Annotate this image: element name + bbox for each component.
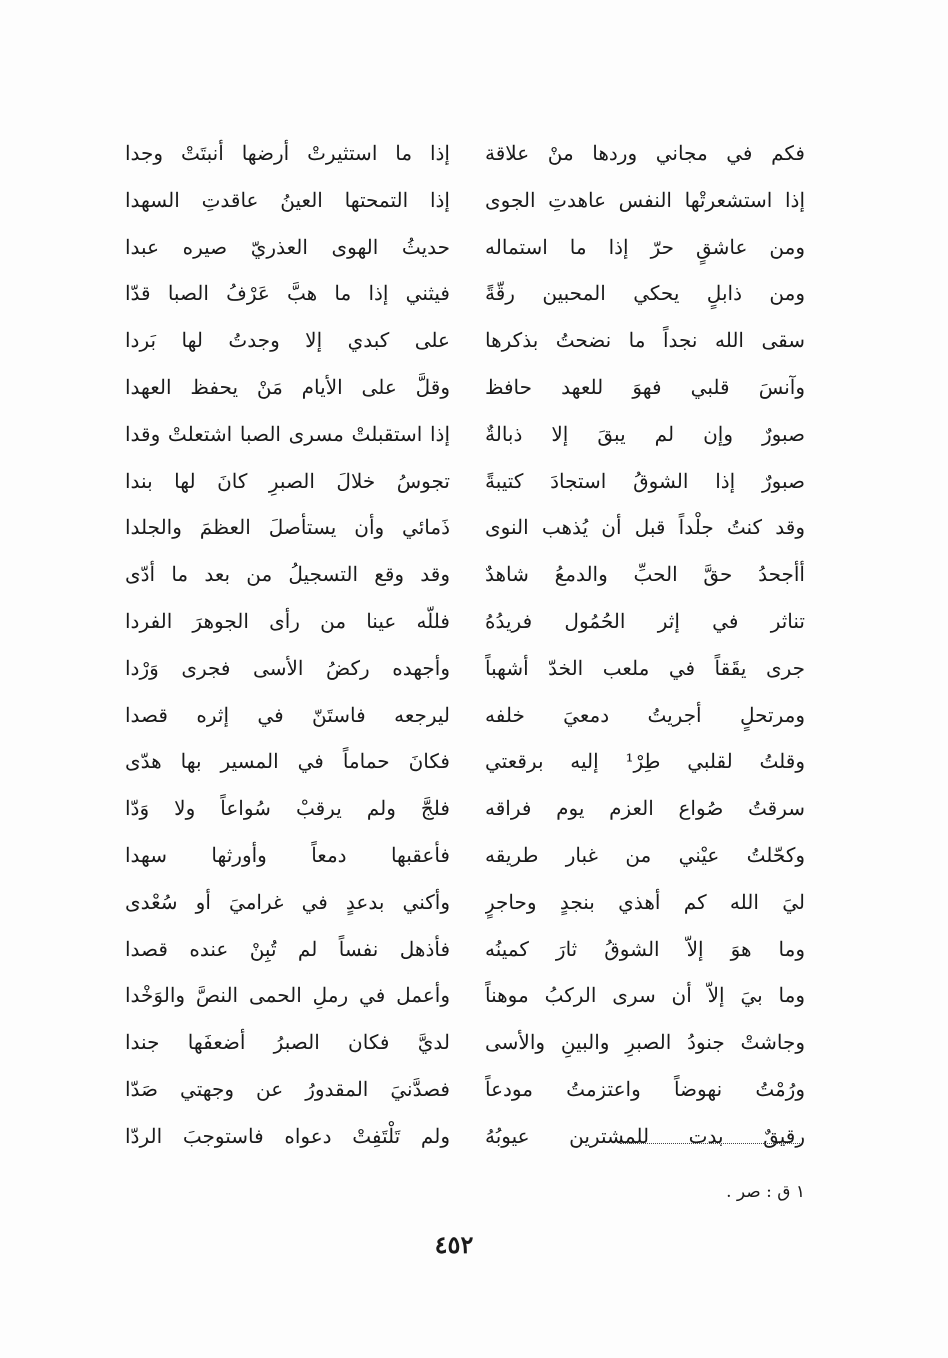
right-verse-line: جرى يقَقاً في ملعب الخدّ أشهباً: [485, 655, 805, 680]
right-verse-line: صبورٌ إذا الشوقُ استجادَ كتيبةً: [485, 468, 805, 493]
left-verse-line: ولم تَلْتَفِتْ دعواه فاستوجبَ الردّا: [125, 1123, 450, 1148]
left-verse-line: وأكني بدعدٍ في غراميَ أو سُعْدى: [125, 889, 450, 914]
left-verse-line: تجوسُ خلالَ الصبرِ كانَ لها بندا: [125, 468, 450, 493]
left-verse-line: وقلَّ على الأيام مَنْ يحفظ العهدا: [125, 374, 450, 399]
right-verse-line: سقى الله نجداً ما نضحتُ بذكرها: [485, 328, 805, 353]
right-verse-line: وآنسَ قلبي فهوَ للعهد حافظ: [485, 374, 805, 399]
left-verse-line: فيثني إذا ما هبَّ عَرْفُ الصبا قدّا: [125, 281, 450, 306]
left-verse-line: لديَّ فكان الصبرُ أضعفَها جندا: [125, 1030, 450, 1055]
right-verse-line: وما هوَ إلاّ الشوقُ ثارَ كمينُه: [485, 936, 805, 961]
right-verse-line: صبورٌ وإن لم يبقَ إلا ذبالةٌ: [485, 421, 805, 446]
left-verse-line: وأعمل في رملِ الحمى النصَّ والوَخْدا: [125, 983, 450, 1008]
left-verse-line: إذا ما استثيرتْ أرضها أنبتَتْ وجدا: [125, 141, 450, 165]
left-verse-line: فأذهل نفساً لم تُبِنْ عنده قصدا: [125, 936, 450, 961]
poem-column-left: [125, 130, 450, 1160]
footnote: ١ ق : صر .: [726, 1182, 805, 1202]
right-verse-line: فكم في مجاني وردها منْ علاقة: [485, 141, 805, 165]
left-verse-line: حديثُ الهوى العذريّ صيره عبدا: [125, 234, 450, 259]
left-verse-line: فكانَ حماماً في المسير بها هدّى: [125, 749, 450, 774]
left-verse-line: ذَمائي وأن يستأصلَ العظمَ والجلدا: [125, 515, 450, 540]
left-verse-line: إذا استقبلتْ مسرى الصبا اشتعلتْ وقدا: [125, 421, 450, 446]
right-verse-line: ورُمْتُ نهوضاً واعتزمتُ مودعاً: [485, 1076, 805, 1101]
right-verse-line: وكحّلتُ عيْني من غبار طريقه: [485, 842, 805, 867]
left-verse-line: وأجهده ركضُ الأسى فجرى وَرْدا: [125, 655, 450, 680]
right-verse-line: إذا استشعرتْها النفس عاهدتِ الجوى: [485, 187, 805, 212]
left-verse-line: على كبدي إلا وجدتُ لها بَردا: [125, 328, 450, 353]
right-verse-line: ليَ الله كم أهذي بنجدٍ وحاجرٍ: [485, 889, 805, 914]
right-verse-line: رقيقٌ بدت للمشترين عيوبُهُ: [485, 1123, 805, 1148]
left-verse-line: ليرجعه فاستَنّ في إثره قصدا: [125, 702, 450, 727]
left-verse-line: فأعقبها دمعاً وأورثها سهدا: [125, 842, 450, 867]
footnote-separator: [620, 1143, 802, 1144]
right-verse-line: سرقتُ صُواع العزم يوم فراقه: [485, 796, 805, 821]
right-verse-line: ومرتحلٍ أجريتُ دمعيَ خلفه: [485, 702, 805, 727]
right-verse-line: ومن ذابلٍ يحكي المحبين رقّةً: [485, 281, 805, 306]
right-verse-line: وما بيَ إلاّ أن سرى الركبُ موهناً: [485, 983, 805, 1008]
poem-column-right: [485, 130, 805, 1160]
right-verse-line: وقد كنتُ جلْداً قبل أن يُذهب النوى: [485, 515, 805, 540]
left-verse-line: فللّه عينا من رأى الجوهرَ الفردا: [125, 608, 450, 633]
right-verse-line: أأجحدُ حقَّ الحبِّ والدمعُ شاهدٌ: [485, 562, 805, 587]
left-verse-line: فصدَّنيَ المقدورُ عن وجهتي صَدّا: [125, 1076, 450, 1101]
left-verse-line: وقد وقع التسجيلُ من بعد ما أدّى: [125, 562, 450, 587]
right-verse-line: وجاشتْ جنودُ الصبرِ والبينِ والأسى: [485, 1030, 805, 1055]
page-number: ٤٥٢: [434, 1230, 474, 1259]
left-verse-line: فلجَّ ولم يرقبْ سُواعاً ولا وَدّا: [125, 796, 450, 821]
left-verse-line: إذا التمحتها العينُ عاقدتِ السهدا: [125, 187, 450, 212]
right-verse-line: ومن عاشقٍ حرّ إذا ما استماله: [485, 234, 805, 259]
right-verse-line: تناثر في إثر الحُمُول فريدُهُ: [485, 608, 805, 633]
right-verse-line: وقلتُ لقلبي طِرْ¹ إليه برقعتي: [485, 749, 805, 774]
